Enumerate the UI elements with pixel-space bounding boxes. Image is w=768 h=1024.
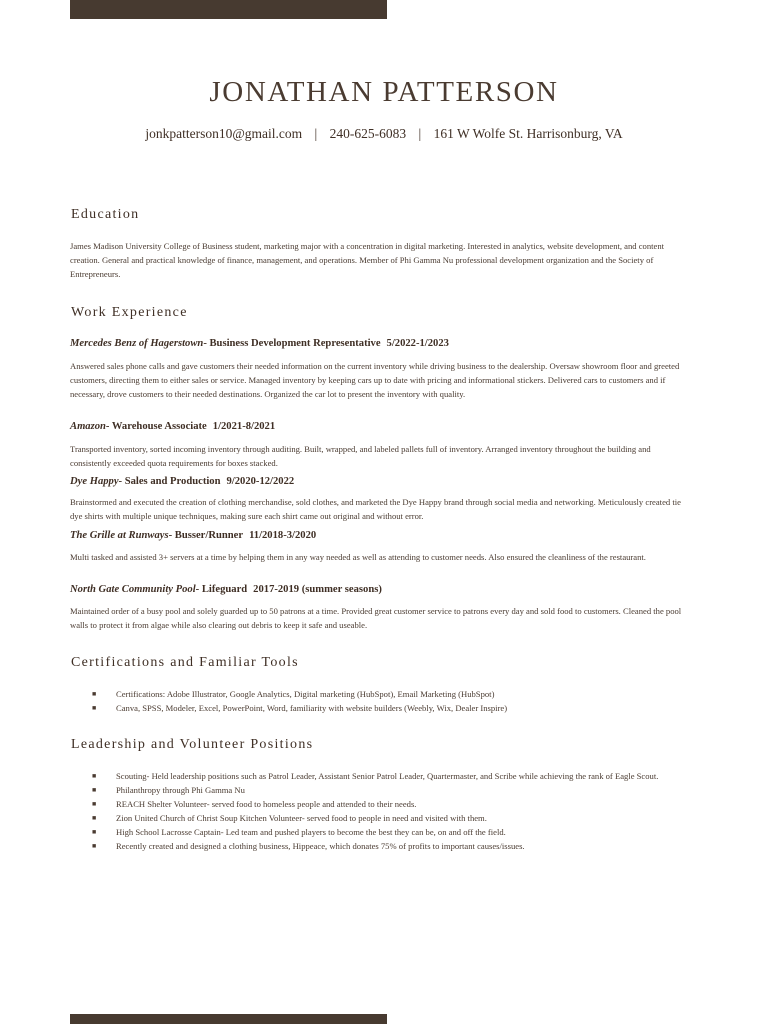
list-item: ■ High School Lacrosse Captain- Led team and pushed players to become the best they can be, on and off the field.	[92, 827, 506, 837]
job-title-line	[70, 584, 382, 595]
contact-line	[0, 126, 768, 142]
job-title-line	[70, 476, 294, 487]
contact-separator: |	[418, 126, 422, 141]
job-company: The Grille at Runways	[70, 530, 169, 541]
address-text: 161 W Wolfe St. Harrisonburg, VA	[433, 126, 623, 141]
contact-separator: |	[314, 126, 318, 141]
bottom-decorative-bar	[70, 1014, 387, 1024]
certifications-list	[92, 687, 692, 715]
job-description: Transported inventory, sorted incoming inventory through auditing. Built, wrapped, and labeled pallets full of inventory. Arranged inventory throughout the building and consistently exceeded quota requirements for boxes stacked.	[70, 444, 651, 469]
job-title-line	[70, 421, 275, 432]
job-company: Mercedes Benz of Hagerstown	[70, 338, 204, 349]
job-dates: 5/2022-1/2023	[386, 338, 449, 349]
job-role: - Sales and Production	[118, 476, 221, 487]
job-role: - Lifeguard	[195, 584, 248, 595]
list-item: ■ Recently created and designed a clothing business, Hippeace, which donates 75% of profits to important causes/issues.	[92, 841, 525, 851]
phone-text: 240-625-6083	[329, 126, 407, 141]
job-dates: 1/2021-8/2021	[212, 421, 276, 432]
job-role: - Busser/Runner	[168, 530, 244, 541]
job-dates: 11/2018-3/2020	[249, 530, 317, 541]
email-text: jonkpatterson10@gmail.com	[145, 126, 303, 141]
list-item: ■ Philanthropy through Phi Gamma Nu	[92, 785, 245, 795]
job-description: Maintained order of a busy pool and solely guarded up to 50 patrons at a time. Provided great customer service to patrons every day and sold food to customers. Cleaned the pool walls to protect it from algae while also clearing out debris to keep it safe and useable.	[70, 606, 682, 631]
job-dates: 9/2020-12/2022	[226, 476, 295, 487]
job-role: - Business Development Representative	[203, 338, 381, 349]
resume-name: JONATHAN PATTERSON	[209, 76, 559, 108]
leadership-heading: Leadership and Volunteer Positions	[71, 737, 314, 752]
leadership-list	[92, 769, 692, 853]
top-decorative-bar	[70, 0, 387, 19]
job-dates: 2017-2019 (summer seasons)	[253, 584, 382, 595]
work-experience-heading: Work Experience	[71, 305, 188, 320]
list-item: ■ Scouting- Held leadership positions such as Patrol Leader, Assistant Senior Patrol Leader, Quartermaster, and Scribe while achieving the rank of Eagle Scout.	[92, 771, 659, 781]
list-item: ■ Certifications: Adobe Illustrator, Google Analytics, Digital marketing (HubSpot), Email Marketing (HubSpot)	[92, 689, 495, 699]
job-description: Answered sales phone calls and gave customers their needed information on the current inventory while driving business to the dealership. Oversaw showroom floor and greeted customers, directing them to either sales or service. Managed inventory by keeping cars up to date with pricing and informational stickers. Delivered cars to customers and if necessary, drove customers to their needed destinations. Organized the car lot to present the inventory with quality.	[70, 361, 680, 400]
job-title-line	[70, 530, 316, 541]
list-item: ■ Canva, SPSS, Modeler, Excel, PowerPoint, Word, familiarity with website builders (Weebly, Wix, Dealer Inspire)	[92, 703, 508, 713]
job-title-line	[70, 338, 449, 349]
job-description: Brainstormed and executed the creation of clothing merchandise, sold clothes, and marketed the Dye Happy brand through social media and networking. Meticulously created tie dye shirts with multiple unique techniques, making sure each shirt came out original and without error.	[70, 497, 681, 522]
education-heading: Education	[71, 207, 140, 222]
job-company: Dye Happy	[70, 476, 119, 487]
job-description: Multi tasked and assisted 3+ servers at a time by helping them in any way needed as well as attending to customer needs. Also ensured the cleanliness of the restaurant.	[70, 552, 646, 562]
job-company: Amazon	[70, 421, 106, 432]
list-item: ■ Zion United Church of Christ Soup Kitchen Volunteer- served food to people in need and visited with them.	[92, 813, 487, 823]
job-role: - Warehouse Associate	[105, 421, 207, 432]
job-company: North Gate Community Pool	[70, 584, 196, 595]
certifications-heading: Certifications and Familiar Tools	[71, 655, 299, 670]
education-text: James Madison University College of Business student, marketing major with a concentration in digital marketing. Interested in analytics, website development, and content creation. General and practical knowledge of finance, management, and operations. Member of Phi Gamma Nu professional development organization and the Society of Entrepreneurs.	[70, 241, 665, 280]
list-item: ■ REACH Shelter Volunteer- served food to homeless people and attended to their needs.	[92, 799, 417, 809]
